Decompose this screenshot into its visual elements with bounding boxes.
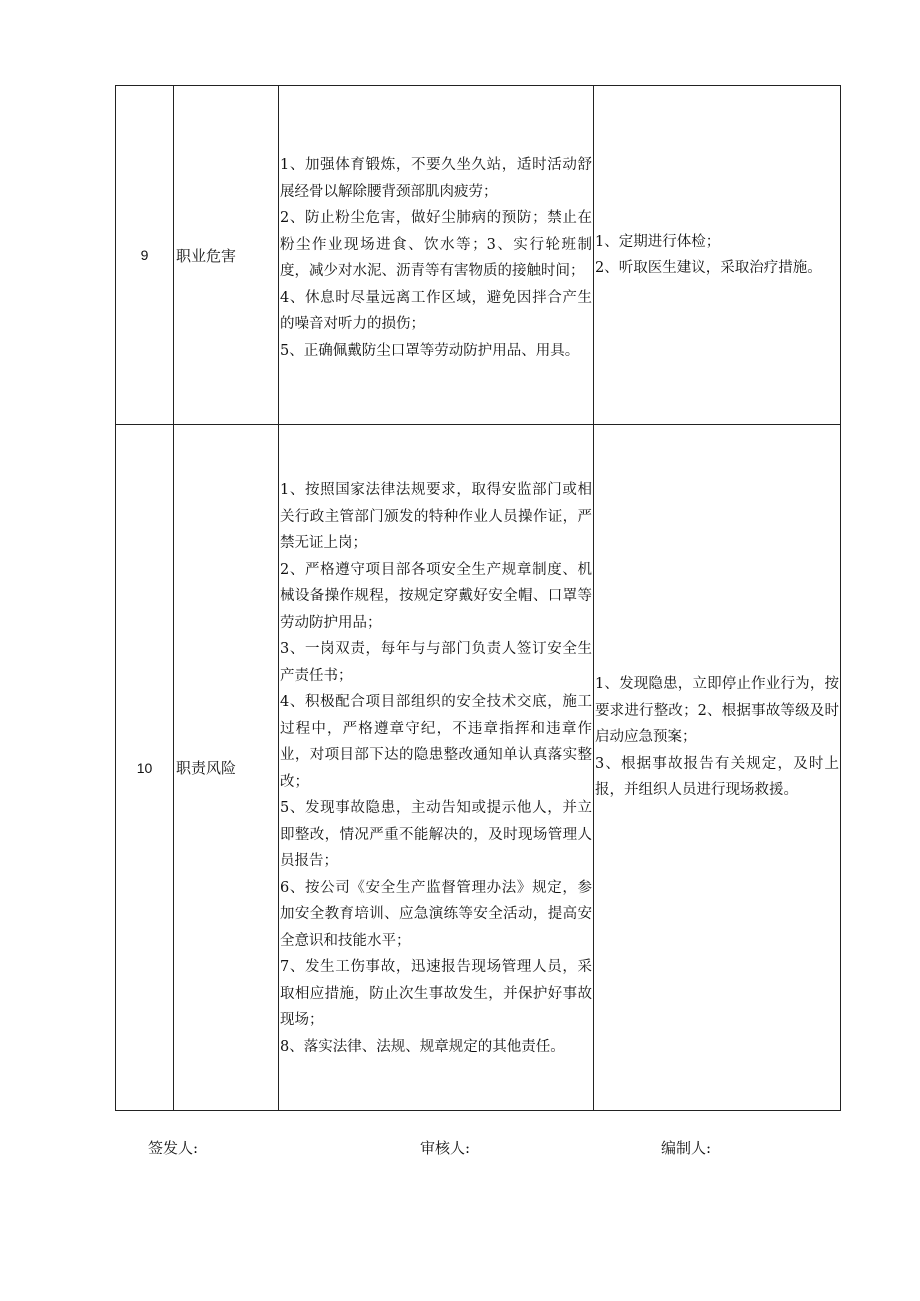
- measure-item: 8、落实法律、法规、规章规定的其他责任。: [280, 1038, 565, 1055]
- row-number: 10: [116, 425, 174, 1111]
- measure-item: 5、正确佩戴防尘口罩等劳动防护用品、用具。: [280, 342, 580, 359]
- measure-item: 5、发现事故隐患，主动告知或提示他人，并立即整改，情况严重不能解决的，及时现场管理人员报告；: [280, 800, 592, 869]
- measure-item: 4、休息时尽量远离工作区域，避免因拌合产生的噪音对听力的损伤；: [280, 289, 592, 332]
- measure-item: 4、积极配合项目部组织的安全技术交底，施工过程中，严格遵章守纪，不违章指挥和违章作业，对项目部下达的隐患整改通知单认真落实整改；: [280, 694, 592, 790]
- measure-item: 7、发生工伤事故，迅速报告现场管理人员，采取相应措施，防止次生事故发生，并保护好事故现场；: [280, 959, 592, 1028]
- row-number: 9: [116, 86, 174, 425]
- editor-label: 编制人:: [661, 1139, 712, 1157]
- reviewer-label: 审核人:: [420, 1139, 471, 1157]
- measure-item: 1、加强体育锻炼，不要久坐久站，适时活动舒展经骨以解除腰背颈部肌肉疲劳；: [280, 157, 592, 200]
- measure-item: 2、防止粉尘危害，做好尘肺病的预防；禁止在粉尘作业现场进食、饮水等；3、实行轮班制度，减少对水泥、沥青等有害物质的接触时间；: [280, 210, 592, 279]
- measure-item: 3、一岗双责，每年与与部门负责人签订安全生产责任书；: [280, 641, 592, 684]
- table-row: [116, 86, 841, 425]
- table-row: [116, 425, 841, 1111]
- measure-item: 2、严格遵守项目部各项安全生产规章制度、机械设备操作规程，按规定穿戴好安全帽、口罩等劳动防护用品；: [280, 561, 592, 631]
- risk-type: 职责风险: [174, 425, 279, 1111]
- signature-line: [0, 1137, 920, 1157]
- control-measures-cell: [279, 425, 594, 1111]
- measure-item: 6、按公司《安全生产监督管理办法》规定，参加安全教育培训、应急演练等安全活动，提高安全意识和技能水平；: [280, 879, 592, 949]
- emergency-item: 1、定期进行体检；: [595, 233, 721, 250]
- emergency-item: 1、发现隐患，立即停止作业行为，按要求进行整改；2、根据事故等级及时启动应急预案；: [595, 676, 839, 746]
- risk-table: [115, 85, 841, 1111]
- emergency-item: 3、根据事故报告有关规定，及时上报，并组织人员进行现场救援。: [595, 755, 839, 799]
- issuer-label: 签发人:: [148, 1139, 199, 1157]
- emergency-item: 2、听取医生建议，采取治疗措施。: [595, 260, 822, 276]
- control-measures-cell: [279, 86, 594, 425]
- emergency-measures-cell: [594, 86, 841, 425]
- measure-item: 1、按照国家法律法规要求，取得安监部门或相关行政主管部门颁发的特种作业人员操作证，严禁无证上岗；: [280, 482, 592, 551]
- emergency-measures-cell: [594, 425, 841, 1111]
- risk-type: 职业危害: [174, 86, 279, 425]
